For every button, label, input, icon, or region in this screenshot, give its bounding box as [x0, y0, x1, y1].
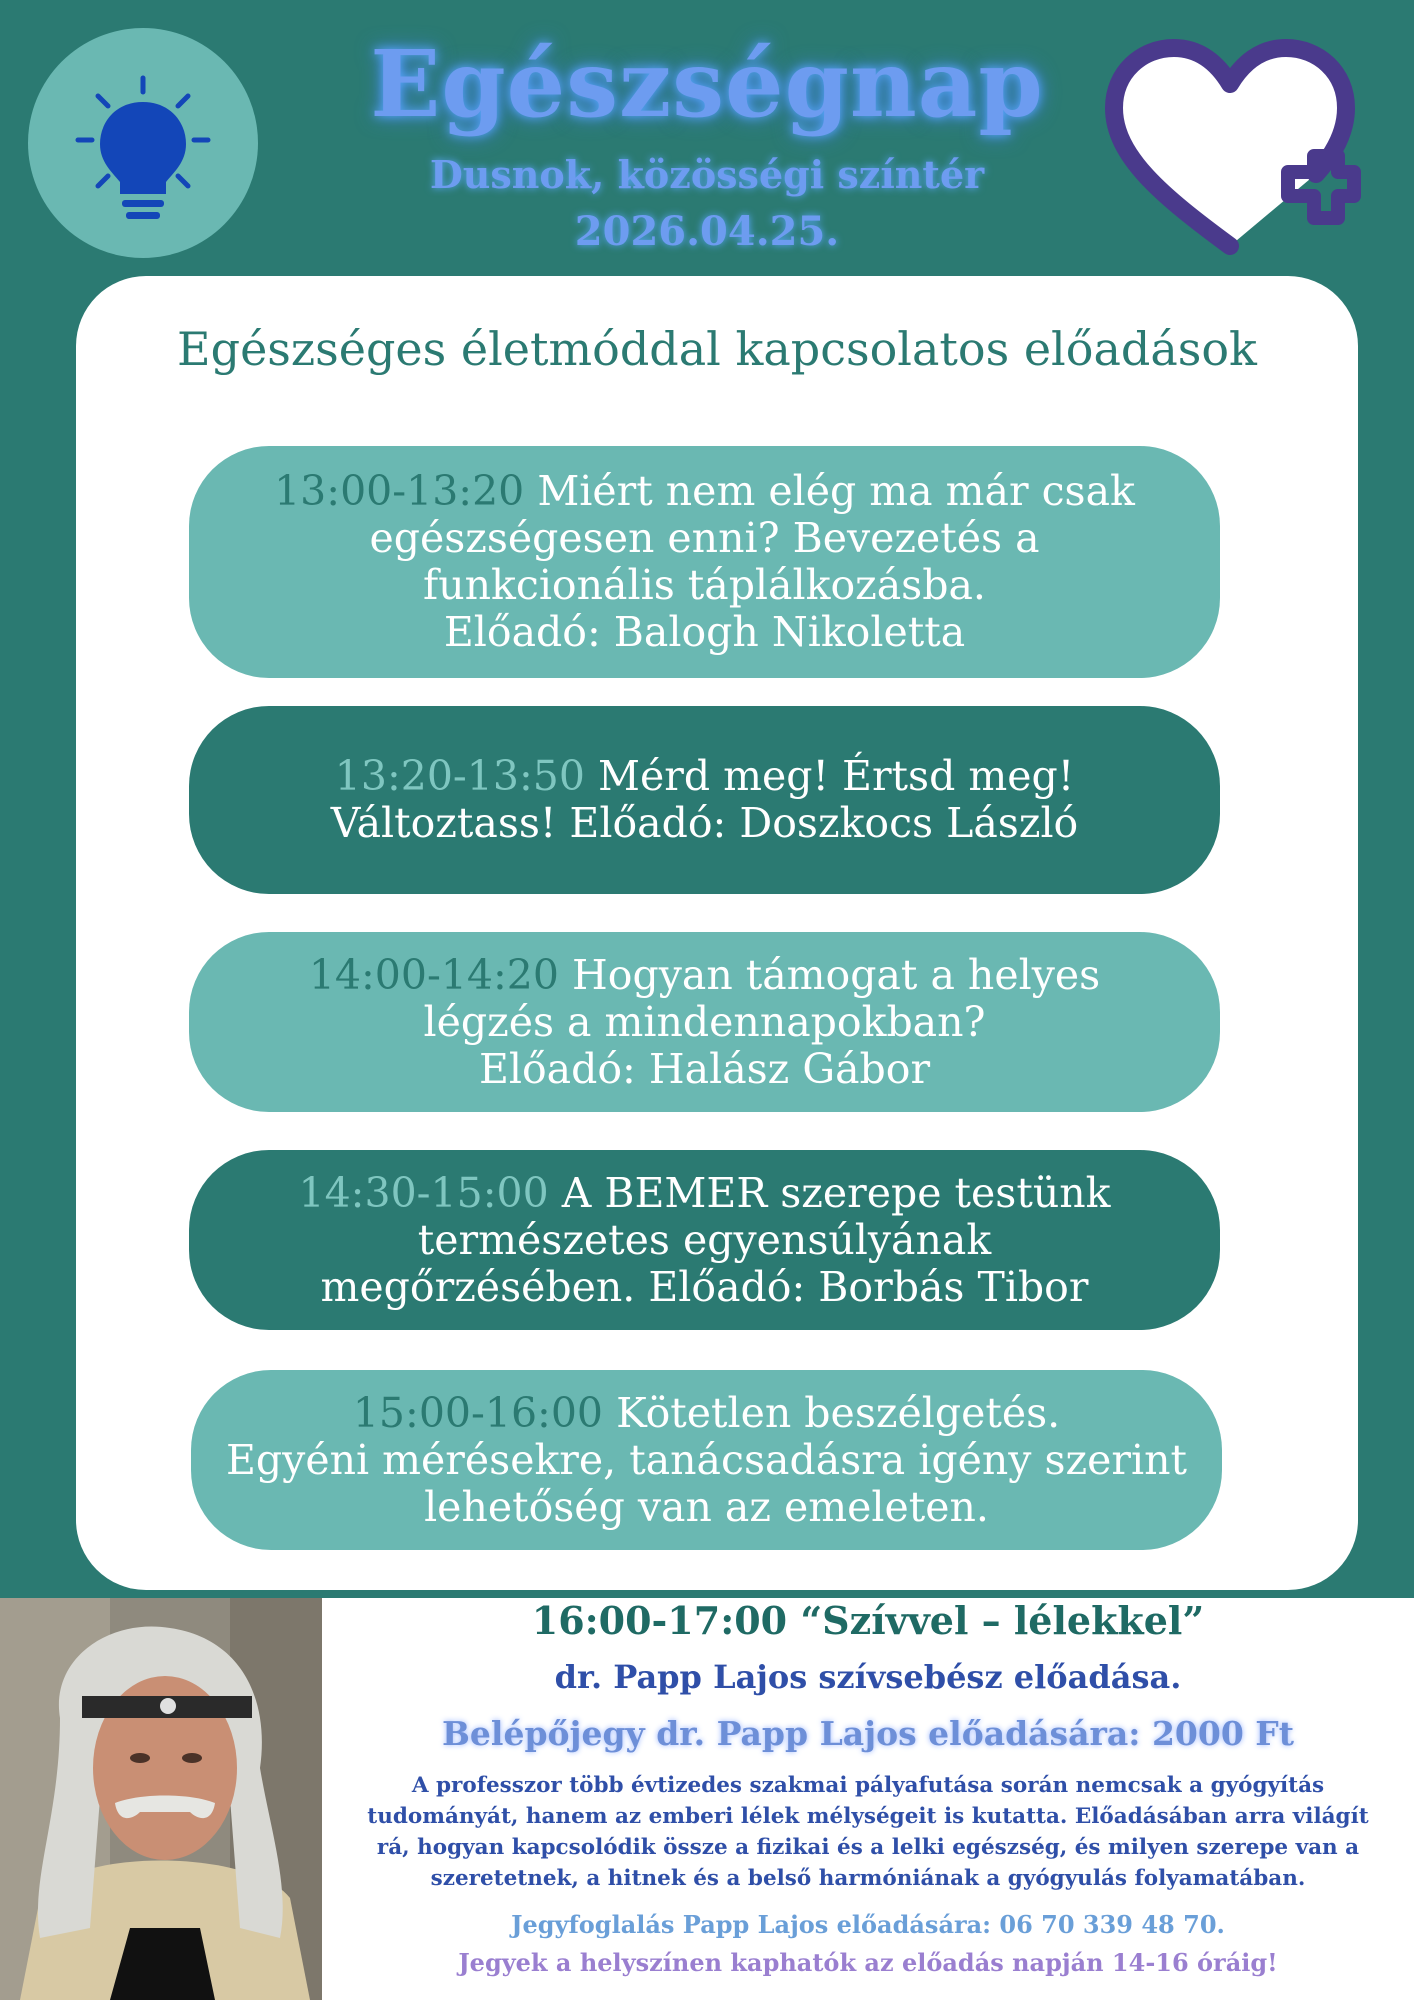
- slot-time: 15:00-16:00: [352, 1388, 604, 1437]
- slot-text: Kötetlen beszélgetés.: [616, 1388, 1061, 1437]
- slot-line: megőrzésében. Előadó: Borbás Tibor: [320, 1262, 1089, 1311]
- description-line: A professzor több évtizedes szakmai pályafutása során nemcsak a gyógyítás: [411, 1773, 1325, 1798]
- slot-line: Egyéni mérésekre, tanácsadásra igény szerint: [226, 1435, 1187, 1484]
- slot-line: Előadó: Halász Gábor: [478, 1044, 931, 1093]
- featured-subtitle: dr. Papp Lajos szívsebész előadása.: [554, 1658, 1182, 1696]
- slot-line: légzés a mindennapokban?: [423, 997, 986, 1046]
- slot-time: 13:20-13:50: [334, 752, 585, 800]
- program-slot: [189, 932, 1220, 1112]
- speaker-photo: [0, 1598, 322, 2000]
- slot-text: A BEMER szerepe testünk: [561, 1168, 1111, 1217]
- slot-line: funkcionális táplálkozásba.: [423, 561, 986, 609]
- program-slot: [191, 1370, 1222, 1550]
- slot-time: 13:00-13:20: [274, 467, 525, 515]
- event-title: Egészségnap: [370, 30, 1044, 138]
- description-line: szeretetnek, a hitnek és a belső harmóniának a gyógyulás folyamatában.: [430, 1866, 1306, 1891]
- program-title: Egészséges életmóddal kapcsolatos előadások: [177, 322, 1257, 376]
- event-date: 2026.04.25.: [574, 208, 840, 255]
- slot-line: természetes egyensúlyának: [417, 1215, 992, 1264]
- reservation-info: Jegyfoglalás Papp Lajos előadására: 06 70 339 48 70.: [511, 1910, 1225, 1939]
- slot-text: Mérd meg! Értsd meg!: [598, 752, 1075, 800]
- slot-line: [219, 1170, 1190, 1217]
- featured-talk: [322, 1598, 1414, 2000]
- ticket-price: Belépőjegy dr. Papp Lajos előadására: 2000 Ft: [442, 1714, 1294, 1753]
- program-slot: [189, 706, 1220, 894]
- description-line: tudományát, hanem az emberi lélek mélységeit is kutatta. Előadásában arra világít: [367, 1804, 1369, 1829]
- slot-line: Változtass! Előadó: Doszkocs László: [330, 799, 1079, 847]
- slot-line: [219, 952, 1190, 999]
- speaker-portrait: [0, 1598, 322, 2000]
- description-line: rá, hogyan kapcsolódik össze a fizikai és a lelki egészség, és milyen szerepe van a: [376, 1835, 1360, 1860]
- event-location: Dusnok, közösségi színtér: [429, 152, 985, 197]
- slot-text: Hogyan támogat a helyes: [572, 950, 1101, 999]
- program-slot: [189, 446, 1220, 678]
- program-card: [76, 276, 1358, 1590]
- slot-line: [221, 1390, 1192, 1437]
- slot-line: Előadó: Balogh Nikoletta: [443, 608, 966, 656]
- featured-description: [352, 1770, 1384, 1894]
- slot-time: 14:30-15:00: [298, 1168, 549, 1217]
- onsite-ticket-info: Jegyek a helyszínen kaphatók az előadás napján 14-16 óráig!: [458, 1948, 1278, 1977]
- slot-line: egészségesen enni? Bevezetés a: [369, 514, 1040, 562]
- featured-title: 16:00-17:00 “Szívvel – lélekkel”: [531, 1598, 1205, 1643]
- program-slot: [189, 1150, 1220, 1330]
- slot-line: [219, 753, 1190, 800]
- slot-line: [219, 468, 1190, 515]
- slot-line: lehetőség van az emeleten.: [424, 1482, 989, 1531]
- slot-text: Miért nem elég ma már csak: [537, 467, 1135, 515]
- slot-time: 14:00-14:20: [308, 950, 559, 999]
